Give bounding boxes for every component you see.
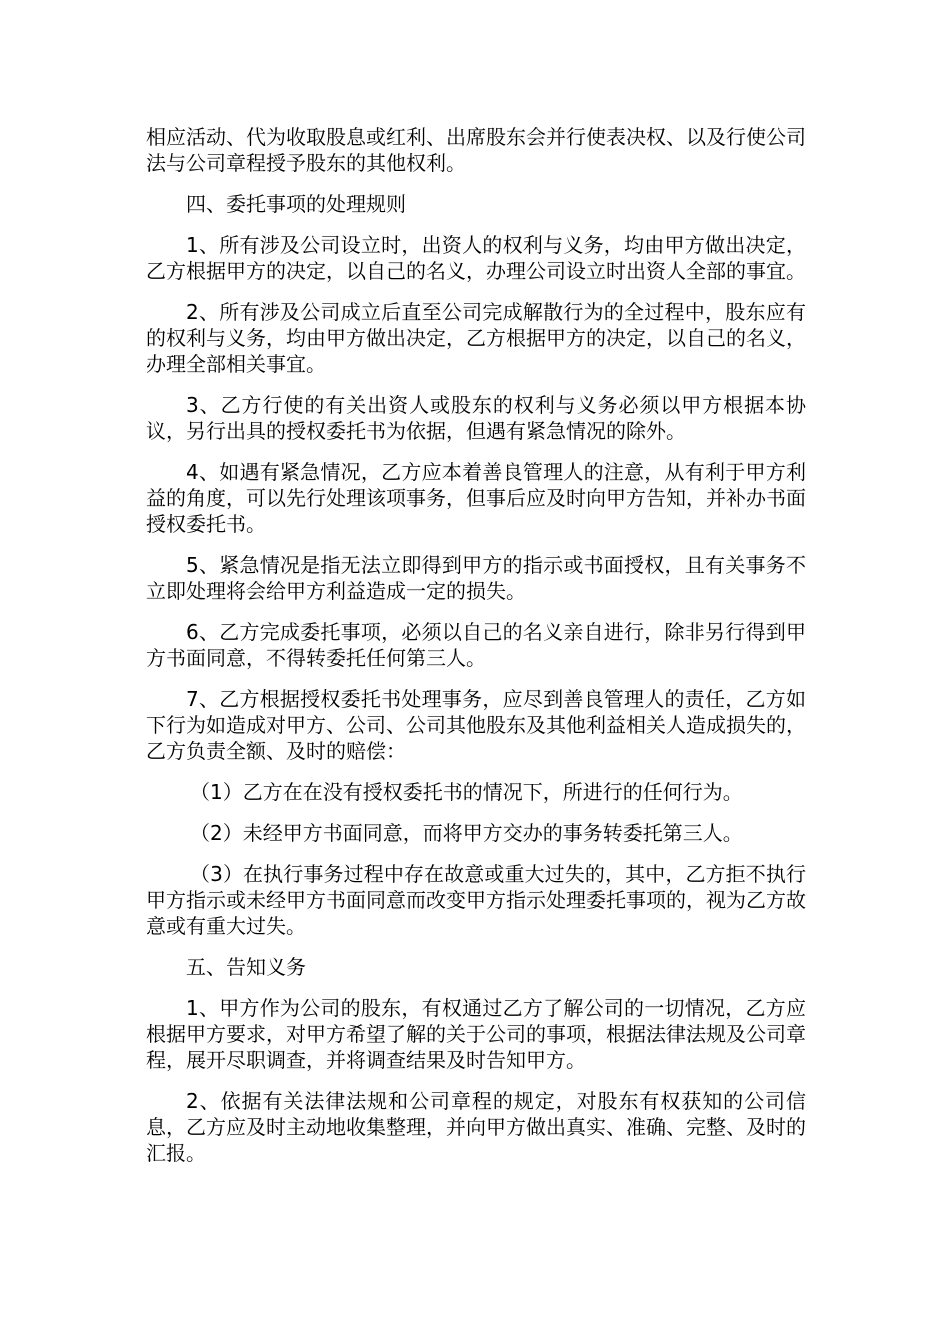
section-heading-4: 四、委托事项的处理规则 <box>186 192 406 216</box>
paragraph-4-6: 6、乙方完成委托事项，必须以自己的名义亲自进行，除非另行得到甲方书面同意，不得转委托任何第三人。 <box>146 620 806 670</box>
paragraph-4-7-2: （2）未经甲方书面同意，而将甲方交办的事务转委托第三人。 <box>190 821 743 845</box>
document-page <box>146 124 806 1181</box>
paragraph-intro-continuation: 相应活动、代为收取股息或红利、出席股东会并行使表决权、以及行使公司法与公司章程授予股东的其他权利。 <box>146 125 806 175</box>
paragraph-4-1: 1、所有涉及公司设立时，出资人的权利与义务，均由甲方做出决定，乙方根据甲方的决定，以自己的名义，办理公司设立时出资人全部的事宜。 <box>146 233 806 283</box>
paragraph-4-7-1: （1）乙方在在没有授权委托书的情况下，所进行的任何行为。 <box>190 780 743 804</box>
paragraph-5-2: 2、依据有关法律法规和公司章程的规定，对股东有权获知的公司信息，乙方应及时主动地收集整理，并向甲方做出真实、准确、完整、及时的汇报。 <box>146 1089 806 1165</box>
paragraph-4-5: 5、紧急情况是指无法立即得到甲方的指示或书面授权，且有关事务不立即处理将会给甲方利益造成一定的损失。 <box>146 553 806 603</box>
paragraph-4-7: 7、乙方根据授权委托书处理事务，应尽到善良管理人的责任，乙方如下行为如造成对甲方、公司、公司其他股东及其他利益相关人造成损失的，乙方负责全额、及时的赔偿： <box>146 687 806 763</box>
paragraph-4-7-3: （3）在执行事务过程中存在故意或重大过失的，其中，乙方拒不执行甲方指示或未经甲方书面同意而改变甲方指示处理委托事项的，视为乙方故意或有重大过失。 <box>146 862 806 938</box>
paragraph-4-2: 2、所有涉及公司成立后直至公司完成解散行为的全过程中，股东应有的权利与义务，均由甲方做出决定，乙方根据甲方的决定，以自己的名义，办理全部相关事宜。 <box>146 300 806 376</box>
section-heading-5: 五、告知义务 <box>186 955 306 979</box>
paragraph-5-1: 1、甲方作为公司的股东，有权通过乙方了解公司的一切情况，乙方应根据甲方要求，对甲方希望了解的关于公司的事项，根据法律法规及公司章程，展开尽职调查，并将调查结果及时告知甲方。 <box>146 996 806 1072</box>
paragraph-4-4: 4、如遇有紧急情况，乙方应本着善良管理人的注意，从有利于甲方利益的角度，可以先行处理该项事务，但事后应及时向甲方告知，并补办书面授权委托书。 <box>146 460 806 536</box>
paragraph-4-3: 3、乙方行使的有关出资人或股东的权利与义务必须以甲方根据本协议，另行出具的授权委托书为依据，但遇有紧急情况的除外。 <box>146 393 806 443</box>
